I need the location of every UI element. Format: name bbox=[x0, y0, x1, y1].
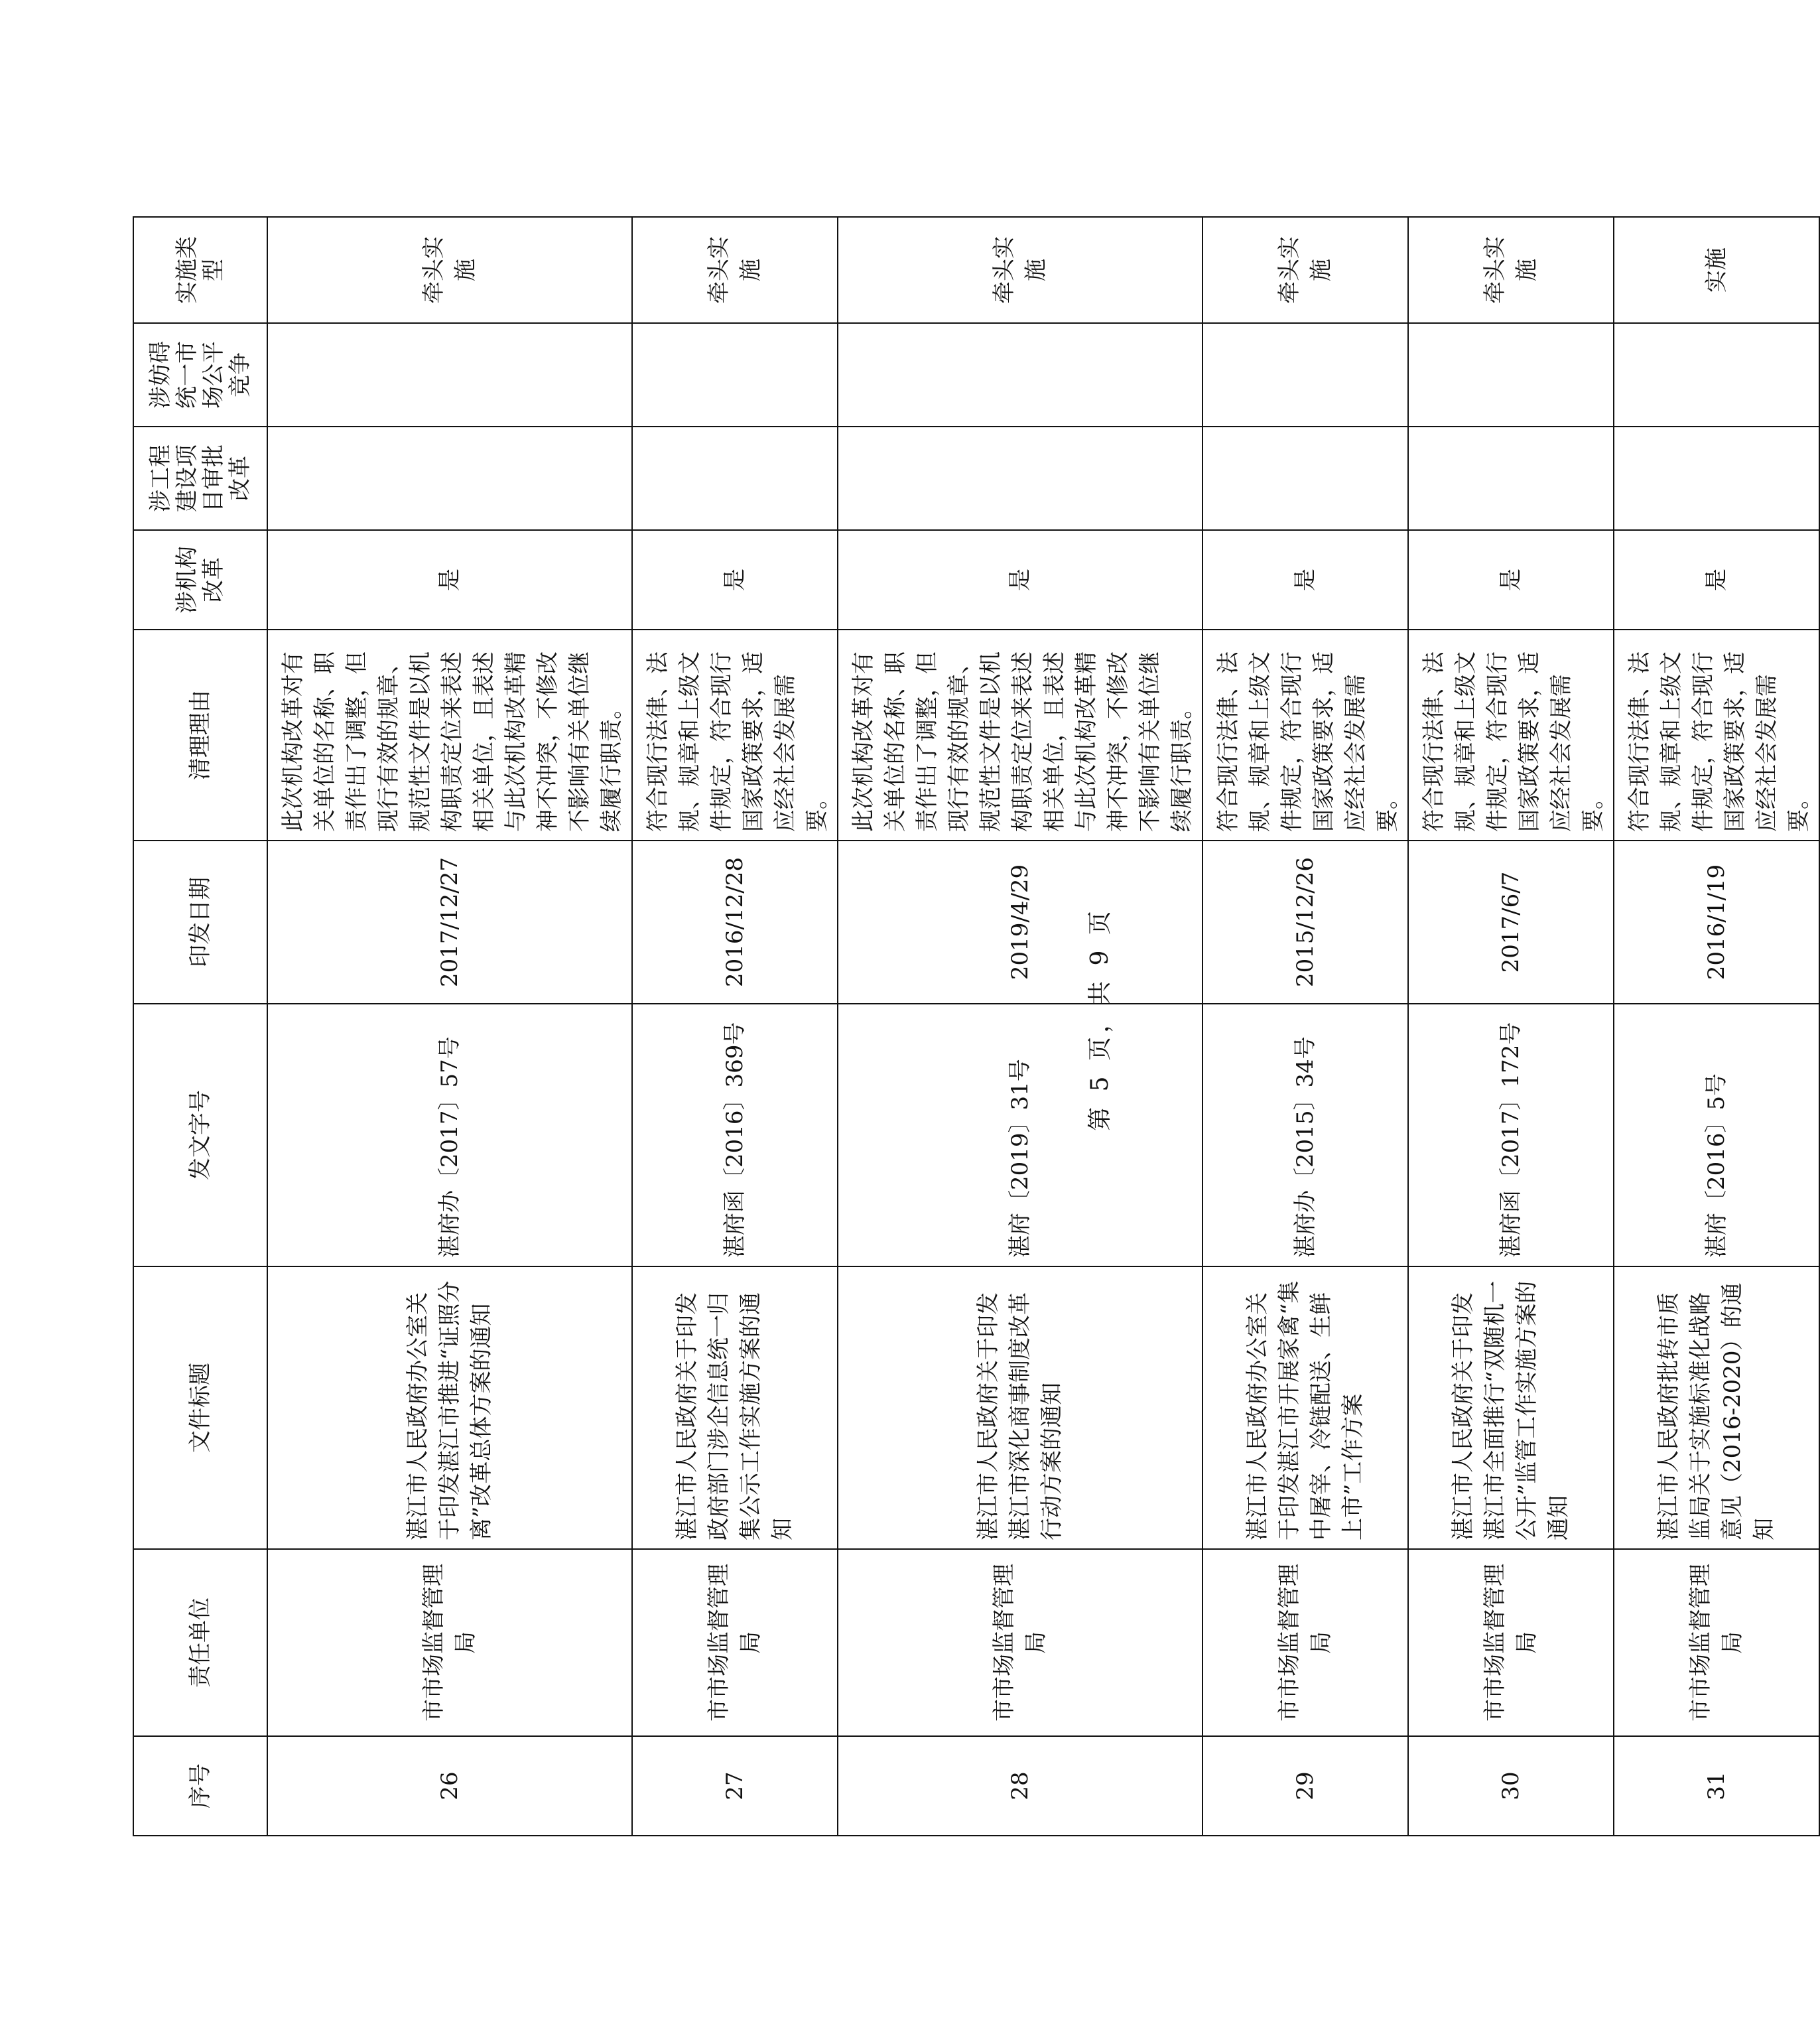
cell-institutional-reform: 是 bbox=[1614, 530, 1819, 630]
cell-fair-competition bbox=[838, 323, 1202, 427]
cell-title: 湛江市人民政府关于印发湛江市深化商事制度改革行动方案的通知 bbox=[838, 1266, 1202, 1549]
cell-unit: 市市场监督管理局 bbox=[632, 1549, 838, 1736]
cell-unit: 市市场监督管理局 bbox=[1202, 1549, 1408, 1736]
cell-engineering-reform bbox=[632, 427, 838, 530]
cell-seq: 31 bbox=[1614, 1736, 1819, 1836]
cell-unit: 市市场监督管理局 bbox=[838, 1549, 1202, 1736]
rotated-table-container bbox=[133, 218, 1812, 1836]
header-seq: 序号 bbox=[133, 1736, 267, 1836]
cell-fair-competition bbox=[1202, 323, 1408, 427]
cell-doc-no: 湛府〔2019〕31号 bbox=[838, 1004, 1202, 1266]
cell-seq: 27 bbox=[632, 1736, 838, 1836]
header-implementation-type: 实施类型 bbox=[133, 217, 267, 323]
table-row bbox=[838, 217, 1202, 1836]
cell-unit: 市市场监督管理局 bbox=[267, 1549, 632, 1736]
cell-reason: 符合现行法律、法规、规章和上级文件规定，符合现行国家政策要求，适应经社会发展需要。 bbox=[1614, 630, 1819, 841]
cell-implementation-type: 牵头实施 bbox=[1202, 217, 1408, 323]
cell-unit: 市市场监督管理局 bbox=[1408, 1549, 1614, 1736]
cell-title: 湛江市人民政府关于印发政府部门涉企信息统一归集公示工作实施方案的通知 bbox=[632, 1266, 838, 1549]
cell-title: 湛江市人民政府批转市质监局关于实施标准化战略意见（2016-2020）的通知 bbox=[1614, 1266, 1819, 1549]
cell-engineering-reform bbox=[1202, 427, 1408, 530]
cell-institutional-reform: 是 bbox=[267, 530, 632, 630]
cell-engineering-reform bbox=[267, 427, 632, 530]
header-institutional-reform: 涉机构改革 bbox=[133, 530, 267, 630]
cell-reason: 符合现行法律、法规、规章和上级文件规定，符合现行国家政策要求，适应经社会发展需要。 bbox=[632, 630, 838, 841]
cell-seq: 30 bbox=[1408, 1736, 1614, 1836]
cell-date: 2019/4/29 bbox=[838, 841, 1202, 1004]
header-unit: 责任单位 bbox=[133, 1549, 267, 1736]
header-doc-no: 发文字号 bbox=[133, 1004, 267, 1266]
cell-reason: 符合现行法律、法规、规章和上级文件规定，符合现行国家政策要求，适应经社会发展需要。 bbox=[1202, 630, 1408, 841]
cell-engineering-reform bbox=[838, 427, 1202, 530]
cell-institutional-reform: 是 bbox=[1408, 530, 1614, 630]
header-fair-competition: 涉妨碍统一市场公平竞争 bbox=[133, 323, 267, 427]
cell-seq: 26 bbox=[267, 1736, 632, 1836]
cell-implementation-type: 牵头实施 bbox=[1408, 217, 1614, 323]
cell-seq: 28 bbox=[838, 1736, 1202, 1836]
cell-reason: 此次机构改革对有关单位的名称、职责作出了调整，但现行有效的规章、规范性文件是以机构职责定位来表述相关单位，且表述与此次机构改革精神不冲突，不修改不影响有关单位继续履行职责。 bbox=[267, 630, 632, 841]
cell-implementation-type: 牵头实施 bbox=[632, 217, 838, 323]
header-title: 文件标题 bbox=[133, 1266, 267, 1549]
cell-institutional-reform: 是 bbox=[838, 530, 1202, 630]
cell-engineering-reform bbox=[1408, 427, 1614, 530]
cell-title: 湛江市人民政府办公室关于印发湛江市开展家禽“集中屠宰、冷链配送、生鲜上市”工作方案 bbox=[1202, 1266, 1408, 1549]
cell-date: 2016/1/19 bbox=[1614, 841, 1819, 1004]
cell-implementation-type: 牵头实施 bbox=[838, 217, 1202, 323]
cell-date: 2017/12/27 bbox=[267, 841, 632, 1004]
cell-fair-competition bbox=[267, 323, 632, 427]
cell-fair-competition bbox=[1614, 323, 1819, 427]
cell-doc-no: 湛府办〔2017〕57号 bbox=[267, 1004, 632, 1266]
cell-doc-no: 湛府办〔2015〕34号 bbox=[1202, 1004, 1408, 1266]
cell-date: 2016/12/28 bbox=[632, 841, 838, 1004]
cell-reason: 符合现行法律、法规、规章和上级文件规定，符合现行国家政策要求，适应经社会发展需要。 bbox=[1408, 630, 1614, 841]
header-row bbox=[133, 217, 267, 1836]
cell-implementation-type: 实施 bbox=[1614, 217, 1819, 323]
document-table bbox=[133, 216, 1820, 1836]
cell-date: 2015/12/26 bbox=[1202, 841, 1408, 1004]
cell-unit: 市市场监督管理局 bbox=[1614, 1549, 1819, 1736]
page-number-footer: 第 5 页，共 9 页 bbox=[1086, 907, 1114, 1131]
header-date: 印发日期 bbox=[133, 841, 267, 1004]
cell-title: 湛江市人民政府办公室关于印发湛江市推进“证照分离”改革总体方案的通知 bbox=[267, 1266, 632, 1549]
cell-doc-no: 湛府函〔2017〕172号 bbox=[1408, 1004, 1614, 1266]
cell-title: 湛江市人民政府关于印发湛江市全面推行“双随机一公开”监管工作实施方案的通知 bbox=[1408, 1266, 1614, 1549]
table-row bbox=[267, 217, 632, 1836]
cell-seq: 29 bbox=[1202, 1736, 1408, 1836]
cell-institutional-reform: 是 bbox=[1202, 530, 1408, 630]
cell-fair-competition bbox=[632, 323, 838, 427]
header-reason: 清理理由 bbox=[133, 630, 267, 841]
header-engineering-reform: 涉工程建设项目审批改革 bbox=[133, 427, 267, 530]
cell-doc-no: 湛府〔2016〕5号 bbox=[1614, 1004, 1819, 1266]
table-row bbox=[1408, 217, 1614, 1836]
cell-doc-no: 湛府函〔2016〕369号 bbox=[632, 1004, 838, 1266]
cell-date: 2017/6/7 bbox=[1408, 841, 1614, 1004]
cell-fair-competition bbox=[1408, 323, 1614, 427]
cell-engineering-reform bbox=[1614, 427, 1819, 530]
cell-institutional-reform: 是 bbox=[632, 530, 838, 630]
table-row bbox=[632, 217, 838, 1836]
cell-implementation-type: 牵头实施 bbox=[267, 217, 632, 323]
table-row bbox=[1202, 217, 1408, 1836]
cell-reason: 此次机构改革对有关单位的名称、职责作出了调整，但现行有效的规章、规范性文件是以机构职责定位来表述相关单位，且表述与此次机构改革精神不冲突，不修改不影响有关单位继续履行职责。 bbox=[838, 630, 1202, 841]
table-row bbox=[1614, 217, 1819, 1836]
